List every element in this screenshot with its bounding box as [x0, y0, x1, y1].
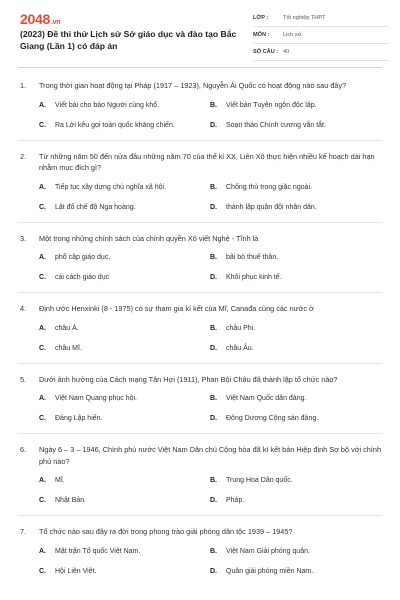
question-number: 7. [20, 527, 27, 536]
option-text: Hội Liên Việt. [55, 567, 97, 575]
option-letter: A. [39, 395, 46, 402]
option-letter: D. [210, 415, 217, 422]
answer-option[interactable] [39, 100, 210, 111]
question-text: Một trong những chính sách của chính quyền Xô viết Nghệ - Tĩnh là [39, 233, 259, 243]
question-separator [18, 292, 382, 293]
question-separator [18, 222, 382, 223]
option-letter: C. [39, 497, 46, 504]
option-letter: C. [39, 121, 46, 129]
option-row [39, 495, 382, 506]
option-text: Viết bản Tuyên ngôn độc lập. [226, 101, 317, 109]
answer-option[interactable] [210, 252, 381, 263]
question-stem [20, 151, 382, 174]
answer-option[interactable] [39, 413, 210, 424]
answer-option[interactable] [210, 495, 381, 506]
meta-row [253, 30, 388, 44]
meta-key: SỐ CÂU : [253, 49, 279, 55]
option-row [39, 182, 382, 193]
answer-option[interactable] [39, 120, 210, 131]
option-text: thành lập quân đội nhân dân. [226, 203, 317, 211]
question-text: Dưới ảnh hưởng của Cách mạng Tân Hợi (1911), Phan Bội Châu đã thành lập tổ chức nào? [39, 374, 338, 384]
option-letter: A. [39, 324, 46, 332]
answer-option[interactable] [39, 393, 210, 404]
answer-options [20, 100, 382, 131]
site-logo[interactable] [20, 11, 60, 27]
question-text: Từ những năm 50 đến nửa đầu những năm 70 của thế kỉ XX, Liên Xô thực hiện nhiều kế hoạch dài hạn nhằm mục đích gì? [39, 151, 375, 172]
option-text: Viết bài cho báo Người cùng khổ. [55, 101, 160, 109]
logo-text: 2048 [20, 11, 50, 27]
question-list [0, 80, 400, 586]
question-item [0, 444, 400, 506]
option-text: Quân giải phóng miền Nam. [226, 567, 314, 575]
answer-options [20, 546, 382, 577]
option-letter: D. [210, 203, 217, 211]
option-text: Mặt trận Tổ quốc Việt Nam. [55, 547, 141, 555]
question-item [0, 233, 400, 284]
question-item [0, 151, 400, 213]
option-row [39, 546, 382, 557]
question-separator [18, 433, 382, 434]
option-row [39, 272, 382, 283]
option-text: Việt Nam Quốc dân đảng. [226, 395, 307, 402]
question-separator [18, 140, 382, 141]
option-row [39, 323, 382, 334]
answer-options [20, 393, 382, 424]
option-letter: D. [210, 497, 217, 504]
answer-option[interactable] [210, 566, 381, 577]
answer-options [20, 323, 382, 354]
answer-option[interactable] [210, 182, 381, 193]
option-text: phổ cập giáo dục. [55, 254, 111, 261]
question-text: Trong thời gian hoạt động tại Pháp (1917 – 1923), Nguyễn Ái Quốc có hoạt động nào sau đây? [39, 81, 347, 90]
option-row [39, 100, 382, 111]
option-row [39, 475, 382, 486]
option-letter: D. [210, 121, 217, 129]
answer-option[interactable] [210, 475, 381, 486]
question-stem [20, 233, 382, 245]
answer-option[interactable] [39, 182, 210, 193]
header-divider [18, 67, 382, 68]
exam-title: (2023) Đề thi thử Lịch sử Sở giáo dục và đào tạo Bắc Giang (Lần 1) có đáp án [20, 29, 237, 51]
option-letter: B. [210, 477, 217, 484]
option-row [39, 413, 382, 424]
answer-option[interactable] [39, 272, 210, 283]
option-text: Lật đổ chế độ Nga hoàng. [55, 203, 136, 211]
option-letter: A. [39, 254, 46, 261]
question-text: Tổ chức nào sau đây ra đời trong phong trào giải phóng dân tộc 1939 – 1945? [39, 527, 293, 536]
option-letter: A. [39, 477, 46, 484]
question-number: 3. [20, 233, 27, 243]
option-row [39, 393, 382, 404]
answer-option[interactable] [210, 272, 381, 283]
answer-option[interactable] [210, 546, 381, 557]
answer-option[interactable] [39, 495, 210, 506]
question-separator [18, 363, 382, 364]
option-text: Chống thù trong giặc ngoài. [226, 183, 313, 191]
answer-options [20, 252, 382, 283]
option-letter: B. [210, 101, 217, 109]
question-stem [20, 80, 382, 92]
answer-option[interactable] [210, 120, 381, 131]
option-letter: D. [210, 567, 217, 575]
meta-key: MÔN : [253, 32, 270, 38]
answer-option[interactable] [39, 475, 210, 486]
answer-option[interactable] [210, 323, 381, 334]
answer-option[interactable] [210, 100, 381, 111]
question-item [0, 80, 400, 131]
option-letter: B. [210, 254, 217, 261]
answer-option[interactable] [210, 202, 381, 213]
answer-option[interactable] [39, 566, 210, 577]
question-number: 1. [20, 81, 27, 90]
option-letter: A. [39, 547, 46, 555]
answer-option[interactable] [39, 202, 210, 213]
option-letter: D. [210, 344, 217, 352]
option-row [39, 252, 382, 263]
option-letter: B. [210, 547, 217, 555]
meta-value: Tốt nghiệp THPT [283, 15, 326, 21]
header [0, 0, 400, 60]
option-letter: C. [39, 344, 46, 352]
option-text: cải cách giáo dục [55, 274, 110, 281]
question-item [0, 526, 400, 577]
question-stem [20, 374, 382, 386]
option-letter: C. [39, 415, 46, 422]
question-stem [20, 303, 382, 315]
meta-row [253, 47, 388, 61]
meta-key: LỚP : [253, 15, 269, 21]
option-text: Khôi phục kinh tế. [226, 274, 282, 281]
option-row [39, 343, 382, 354]
option-letter: B. [210, 324, 217, 332]
option-text: Việt Nam Giải phóng quân. [226, 547, 310, 555]
option-letter: A. [39, 183, 46, 191]
meta-value: 40 [283, 49, 290, 55]
option-letter: D. [210, 274, 217, 281]
question-separator [18, 515, 382, 516]
answer-option[interactable] [210, 343, 381, 354]
question-text: Ngày 6 – 3 – 1946, Chính phủ nước Việt Nam Dân chủ Cộng hòa đã kí kết bản Hiệp định Sơ bộ với chính phủ nào? [39, 445, 381, 466]
question-stem [20, 526, 382, 538]
answer-options [20, 475, 382, 506]
option-text: châu Á. [55, 324, 79, 332]
answer-option[interactable] [210, 393, 381, 404]
answer-option[interactable] [210, 413, 381, 424]
option-text: Mĩ. [55, 477, 65, 484]
option-letter: A. [39, 101, 46, 109]
meta-value: Lịch sử [283, 32, 302, 38]
question-text: Định ước Henxinki (8 - 1975) có sự tham gia kí kết của Mĩ, Canađa cùng các nước ở [39, 304, 314, 313]
meta-row [253, 13, 388, 27]
option-text: châu Phi. [226, 324, 256, 332]
option-text: bãi bỏ thuế thân. [226, 254, 279, 261]
option-text: Ra Lời kêu gọi toàn quốc kháng chiến. [55, 121, 175, 129]
option-text: Việt Nam Quang phục hội. [55, 395, 137, 402]
question-item [0, 303, 400, 354]
option-text: Tiếp tục xây dựng chủ nghĩa xã hội. [55, 183, 167, 191]
question-item [0, 374, 400, 425]
question-number: 6. [20, 445, 27, 454]
option-row [39, 202, 382, 213]
option-letter: B. [210, 395, 217, 402]
option-letter: C. [39, 567, 46, 575]
question-number: 5. [20, 374, 27, 384]
answer-option[interactable] [39, 252, 210, 263]
option-letter: C. [39, 274, 46, 281]
logo-suffix: .vn [50, 19, 61, 26]
answer-option[interactable] [39, 546, 210, 557]
question-stem [20, 444, 382, 467]
option-text: châu Âu. [226, 344, 254, 352]
option-text: Đảng Lập hiến. [55, 415, 103, 422]
option-text: châu Mĩ. [55, 344, 82, 352]
exam-meta [253, 13, 388, 64]
answer-option[interactable] [39, 343, 210, 354]
question-number: 4. [20, 304, 27, 313]
option-text: Đông Dương Cộng sản đảng. [226, 415, 319, 422]
option-letter: B. [210, 183, 217, 191]
option-letter: C. [39, 203, 46, 211]
question-number: 2. [20, 151, 27, 161]
option-text: Soạn thảo Chính cương vắn tắt. [226, 121, 326, 129]
answer-option[interactable] [39, 323, 210, 334]
option-text: Nhật Bản. [55, 497, 87, 504]
option-row [39, 120, 382, 131]
answer-options [20, 182, 382, 213]
option-text: Pháp. [226, 497, 245, 504]
option-row [39, 566, 382, 577]
option-text: Trung Hoa Dân quốc. [226, 477, 293, 484]
